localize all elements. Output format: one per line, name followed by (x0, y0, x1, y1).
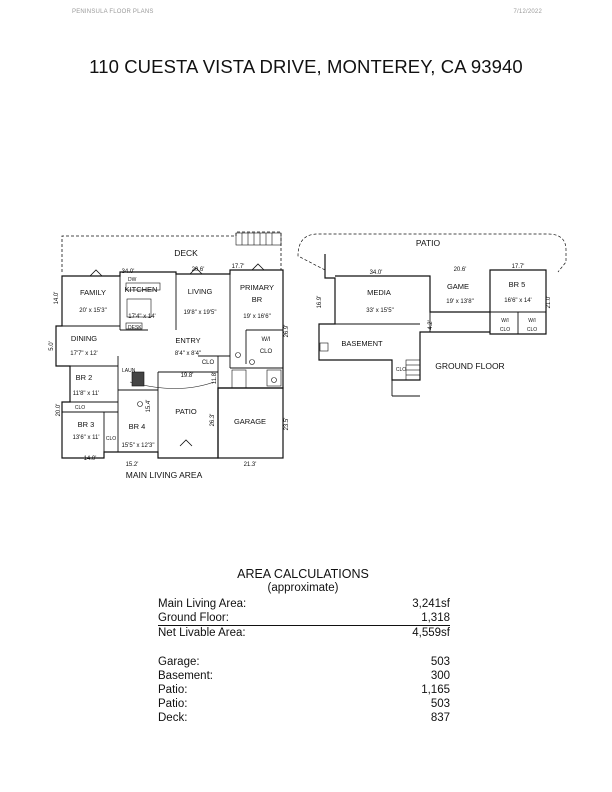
kitchen-label: KITCHEN (124, 285, 158, 294)
area-row-label: Basement: (158, 670, 213, 682)
patio-label: PATIO (175, 407, 197, 416)
primary-label-br: BR (251, 295, 263, 304)
wi2-label2: CLO (526, 327, 538, 333)
area-calc-subtitle: (approximate) (267, 582, 339, 594)
header-date: 7/12/2022 (513, 9, 542, 15)
ground-interior-walls (319, 276, 546, 396)
area-row-value: 503 (430, 656, 450, 668)
dim-198: 19.8' (180, 373, 194, 379)
area-row-label: Patio: (158, 684, 188, 696)
ground-level-plan (298, 234, 566, 396)
main-level-title: MAIN LIVING AREA (125, 470, 203, 480)
br2-label: BR 2 (75, 373, 93, 382)
desk-label: DESK (128, 325, 142, 331)
entry-clo-label: CLO (201, 360, 215, 366)
area-row-value: 3,241sf (412, 598, 450, 610)
primary-size: 19' x 16'6" (243, 314, 271, 320)
br2-clo-label: CLO (74, 405, 86, 411)
dining-size: 17'7" x 12' (70, 351, 98, 357)
area-row-value: 4,559sf (412, 627, 450, 639)
wi1-label2: CLO (499, 327, 511, 333)
page-title: 110 CUESTA VISTA DRIVE, MONTEREY, CA 93940 (89, 56, 523, 77)
ground-level-labels (317, 238, 552, 373)
living-size: 19'8" x 19'5" (183, 310, 217, 316)
garage-label: GARAGE (233, 417, 267, 426)
br4-label: BR 4 (128, 422, 146, 431)
living-label: LIVING (187, 287, 213, 296)
area-row-label: Net Livable Area: (158, 627, 246, 639)
dim-140: 14.0' (54, 291, 60, 305)
br5-label: BR 5 (508, 280, 526, 289)
dim-213: 21.3' (243, 462, 257, 468)
g-dim-169: 16.9' (317, 295, 323, 309)
dim-177: 17.7' (231, 264, 245, 270)
area-row-label: Ground Floor: (158, 612, 229, 624)
main-exterior-wall (56, 270, 283, 458)
area-row-value: 1,165 (421, 684, 450, 696)
dw-label: DW (128, 277, 137, 283)
dim-152: 15.2' (125, 462, 139, 468)
laundry-label: LAUN (122, 368, 136, 374)
dim-235: 23.5' (284, 417, 290, 431)
entry-label: ENTRY (175, 336, 201, 345)
ground-patio-label: PATIO (415, 238, 441, 248)
dining-label: DINING (70, 334, 98, 343)
dim-118: 11.8' (212, 371, 218, 385)
g-dim-210: 21.0' (546, 295, 552, 309)
wi-clo-label: W/I (261, 337, 271, 343)
family-label: FAMILY (79, 288, 107, 297)
area-row-value: 1,318 (421, 612, 450, 624)
dim-263: 26.3' (210, 413, 216, 427)
ground-exterior-wall (319, 254, 546, 380)
basement-label: BASEMENT (341, 339, 383, 348)
area-row-value: 503 (430, 698, 450, 710)
br3-clo-label: CLO (105, 436, 117, 442)
ground-clo-label: CLO (395, 367, 407, 373)
kitchen-size: 17'4" x 14' (128, 314, 156, 320)
entry-size: 8'4" x 8'4" (174, 351, 202, 357)
media-label: MEDIA (367, 288, 391, 297)
area-row-label: Garage: (158, 656, 200, 668)
area-row-label: Main Living Area: (158, 598, 247, 610)
br5-size: 16'6" x 14' (504, 298, 532, 304)
media-size: 33' x 15'5" (366, 308, 394, 314)
area-row-value: 837 (430, 712, 450, 724)
area-row-value: 300 (430, 670, 450, 682)
dim-200: 20.0' (56, 403, 62, 417)
dim-269: 26.9' (284, 324, 290, 338)
g-dim-177: 17.7' (511, 264, 525, 270)
wi1-label: W/I (501, 318, 509, 324)
dim-34: 34.0' (121, 269, 135, 275)
game-label: GAME (446, 282, 470, 291)
area-row-label: Patio: (158, 698, 188, 710)
primary-label: PRIMARY (239, 283, 275, 292)
area-row-label: Deck: (158, 712, 188, 724)
g-dim-206: 20.6' (453, 267, 467, 273)
wi-clo-label2: CLO (259, 349, 273, 355)
dim-206: 20.6' (191, 267, 205, 273)
dim-140b: 14.0' (83, 456, 97, 462)
wi2-label: W/I (528, 318, 536, 324)
g-dim-340: 34.0' (369, 270, 383, 276)
header-company: PENINSULA FLOOR PLANS (72, 9, 154, 15)
br2-size: 11'8" x 11' (72, 391, 100, 397)
ground-level-title: GROUND FLOOR (435, 361, 505, 371)
family-size: 20' x 15'3" (79, 308, 107, 314)
br3-size: 13'6" x 11' (72, 435, 100, 441)
g-dim-42: 4.2' (428, 320, 434, 330)
br4-size: 15'5" x 12'3" (121, 443, 155, 449)
game-size: 19' x 13'8" (446, 299, 474, 305)
deck-stairs (236, 233, 281, 245)
dim-154: 15.4' (146, 399, 152, 413)
area-calc-title: AREA CALCULATIONS (237, 567, 369, 581)
dim-50: 5.0' (49, 341, 55, 351)
deck-label: DECK (174, 248, 198, 258)
ground-stairs (320, 343, 420, 380)
br3-label: BR 3 (77, 420, 95, 429)
